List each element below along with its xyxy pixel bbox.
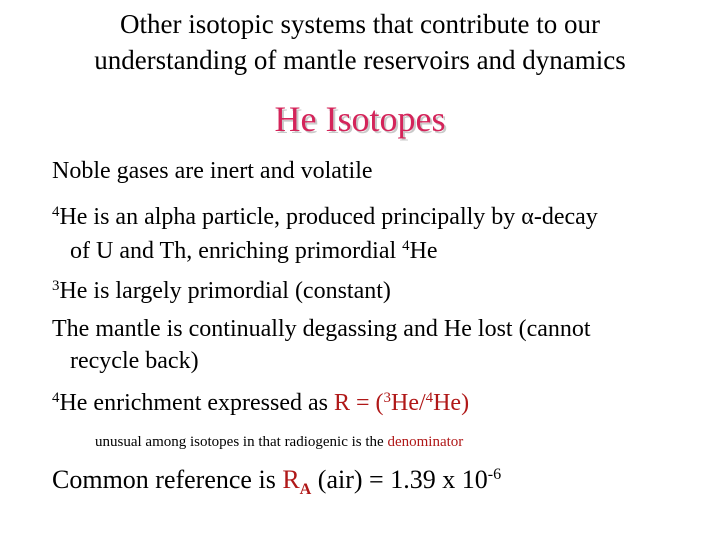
mass-number-4: 4: [52, 203, 60, 220]
ref-symbol: [282, 465, 312, 498]
ratio-r-eq: R = (: [334, 390, 384, 416]
note-highlight: denominator: [387, 434, 464, 450]
ref-r: R: [282, 465, 300, 494]
paragraph-mantle-line1: [52, 314, 591, 344]
paragraph-enrichment: [52, 388, 469, 421]
ratio-he-close: He): [433, 390, 470, 416]
ref-subscript-a: A: [299, 480, 312, 498]
note-text: unusual among isotopes in that radiogenic is the: [95, 434, 388, 450]
title-line-2: understanding of mantle reservoirs and dynamics: [94, 45, 626, 75]
paragraph-he4-line1: [52, 202, 598, 235]
alpha-symbol: α: [521, 204, 534, 230]
slide-title: [0, 6, 720, 78]
he4-text-b: -decay: [533, 204, 598, 230]
he4-line2-text-a: of U and Th, enriching primordial: [70, 238, 403, 264]
paragraph-note: [95, 432, 463, 452]
he4-text-a: He is an alpha particle, produced principally by: [59, 204, 522, 230]
mantle-text-1: The mantle is continually degassing and He lost (cannot: [52, 316, 591, 342]
reference-text-b: (air) = 1.39 x 10: [311, 465, 488, 494]
enrichment-text: He enrichment expressed as: [59, 390, 334, 416]
ratio-he-slash: He/: [390, 390, 426, 416]
he4-line2-text-b: He: [409, 238, 438, 264]
paragraph-mantle-line2: [70, 346, 199, 376]
paragraph-reference: [52, 464, 501, 500]
ref-exponent: -6: [487, 466, 502, 484]
slide-subtitle: He Isotopes: [274, 99, 446, 139]
mass-number-4: 4: [402, 237, 410, 254]
mass-number-3: 3: [383, 389, 391, 406]
mantle-text-2: recycle back): [70, 348, 199, 374]
title-line-1: Other isotopic systems that contribute to our: [120, 9, 600, 39]
mass-number-4: 4: [52, 389, 60, 406]
he3-text: He is largely primordial (constant): [59, 278, 391, 304]
paragraph-noble-gases: [52, 156, 373, 186]
ratio-expression: [334, 390, 469, 416]
paragraph-he3: [52, 276, 391, 309]
noble-gases-text: Noble gases are inert and volatile: [52, 158, 373, 184]
paragraph-he4-line2: [70, 236, 438, 269]
reference-text-a: Common reference is: [52, 465, 283, 494]
mass-number-4: 4: [425, 389, 434, 406]
mass-number-3: 3: [52, 277, 60, 294]
